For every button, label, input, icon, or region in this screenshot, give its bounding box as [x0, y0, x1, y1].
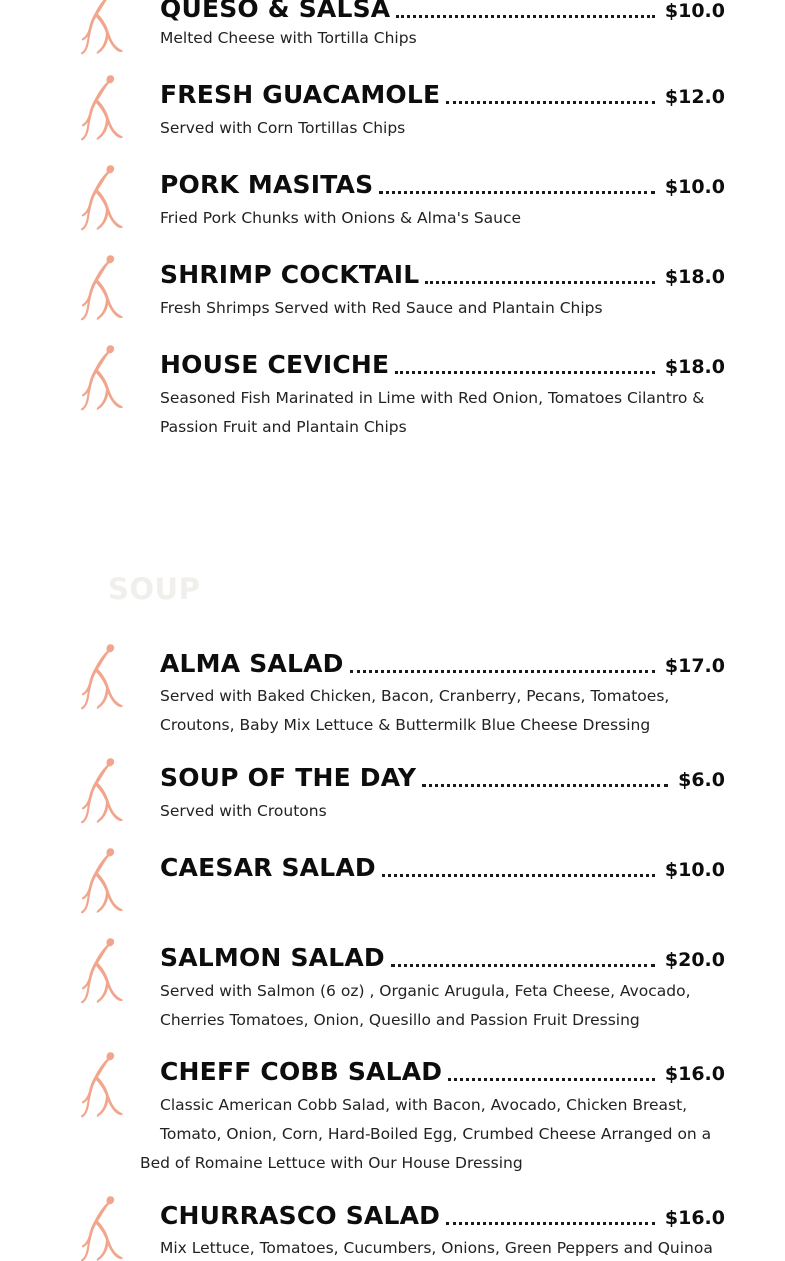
dot-leader — [379, 191, 655, 194]
item-name: SHRIMP COCKTAIL — [160, 260, 420, 289]
desc-line: Served with Salmon (6 oz) , Organic Arugula, Feta Cheese, Avocado, — [160, 982, 691, 1000]
desc-line: Served with Croutons — [160, 802, 327, 820]
desc-line: Croutons, Baby Mix Lettuce & Buttermilk Blue Cheese Dressing — [160, 716, 651, 734]
dot-leader — [396, 15, 655, 18]
item-price: $6.0 — [678, 769, 725, 791]
item-name: CHEFF COBB SALAD — [160, 1057, 443, 1086]
dot-leader — [391, 964, 655, 967]
item-name: CAESAR SALAD — [160, 853, 376, 882]
item-price: $10.0 — [664, 176, 725, 198]
item-name: SALMON SALAD — [160, 943, 385, 972]
item-name: QUESO & SALSA — [160, 0, 391, 23]
desc-line: Fresh Shrimps Served with Red Sauce and Plantain Chips — [160, 299, 603, 317]
monkey-icon — [78, 0, 124, 56]
item-description — [160, 797, 730, 826]
item-description — [160, 204, 730, 233]
dot-leader — [448, 1078, 655, 1081]
item-description — [160, 294, 730, 323]
item-description — [160, 682, 730, 740]
dot-leader — [350, 670, 655, 673]
item-name: PORK MASITAS — [160, 170, 374, 199]
dot-leader — [382, 874, 655, 877]
desc-line: Bed of Romaine Lettuce with Our House Dressing — [140, 1154, 523, 1172]
section-title-soup: SOUP — [108, 572, 201, 606]
item-description — [140, 1091, 730, 1178]
dot-leader — [395, 371, 655, 374]
item-description — [160, 24, 730, 53]
item-name: SOUP OF THE DAY — [160, 763, 417, 792]
monkey-icon — [78, 1051, 124, 1119]
desc-line: Served with Baked Chicken, Bacon, Cranberry, Pecans, Tomatoes, — [160, 687, 670, 705]
monkey-icon — [78, 757, 124, 825]
dot-leader — [446, 1222, 655, 1225]
item-price: $18.0 — [664, 356, 725, 378]
item-name: HOUSE CEVICHE — [160, 350, 390, 379]
desc-line: Seasoned Fish Marinated in Lime with Red Onion, Tomatoes Cilantro & — [160, 389, 705, 407]
desc-line: Tomato, Onion, Corn, Hard-Boiled Egg, Crumbed Cheese Arranged on a — [160, 1125, 712, 1143]
desc-line: Cherries Tomatoes, Onion, Quesillo and Passion Fruit Dressing — [160, 1011, 640, 1029]
desc-line: Melted Cheese with Tortilla Chips — [160, 29, 417, 47]
monkey-icon — [78, 643, 124, 711]
desc-line: Passion Fruit and Plantain Chips — [160, 418, 407, 436]
desc-line: Fried Pork Chunks with Onions & Alma's Sauce — [160, 209, 522, 227]
item-description — [160, 977, 730, 1035]
item-price: $16.0 — [664, 1207, 725, 1229]
item-price: $18.0 — [664, 266, 725, 288]
dot-leader — [425, 281, 654, 284]
item-name: ALMA SALAD — [160, 649, 344, 678]
item-price: $10.0 — [664, 859, 725, 881]
item-price: $16.0 — [664, 1063, 725, 1085]
monkey-icon — [78, 254, 124, 322]
monkey-icon — [78, 1195, 124, 1261]
monkey-icon — [78, 937, 124, 1005]
item-price: $17.0 — [664, 655, 725, 677]
desc-line: Classic American Cobb Salad, with Bacon, Avocado, Chicken Breast, — [160, 1096, 688, 1114]
item-name: FRESH GUACAMOLE — [160, 80, 441, 109]
dot-leader — [422, 784, 668, 787]
monkey-icon — [78, 847, 124, 915]
item-price: $20.0 — [664, 949, 725, 971]
item-name: CHURRASCO SALAD — [160, 1201, 441, 1230]
item-price: $10.0 — [664, 0, 725, 22]
desc-line: Served with Corn Tortillas Chips — [160, 119, 406, 137]
monkey-icon — [78, 344, 124, 412]
monkey-icon — [78, 74, 124, 142]
item-description — [160, 1234, 730, 1261]
dot-leader — [446, 101, 655, 104]
item-description — [160, 114, 730, 143]
item-price: $12.0 — [664, 86, 725, 108]
desc-line: Mix Lettuce, Tomatoes, Cucumbers, Onions, Green Peppers and Quinoa — [160, 1239, 713, 1257]
monkey-icon — [78, 164, 124, 232]
item-description — [160, 384, 730, 442]
